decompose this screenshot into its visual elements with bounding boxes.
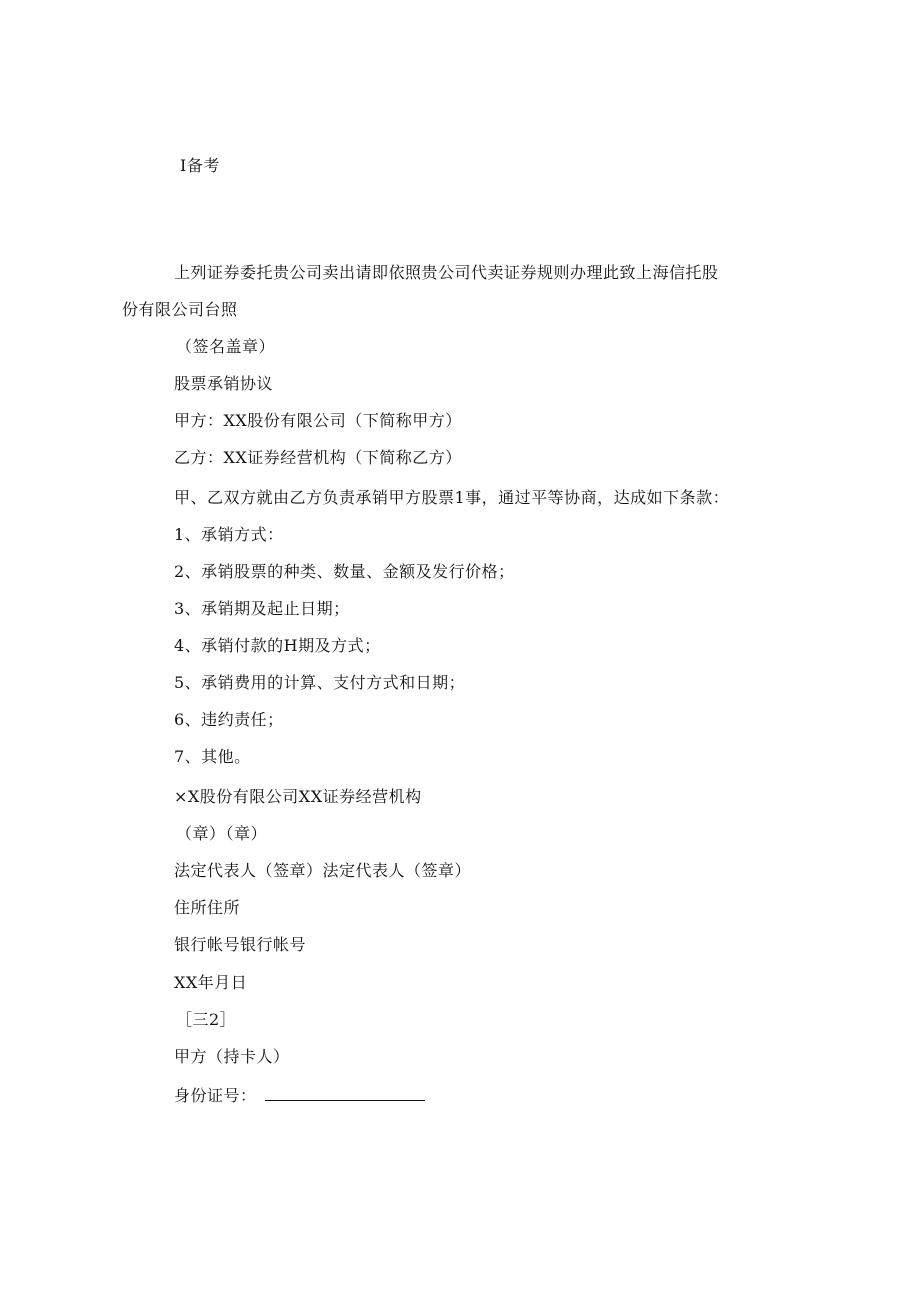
clause-3: 3、承销期及起止日期；: [174, 599, 350, 618]
id-number-blank: [265, 1084, 425, 1101]
cardholder-line: 甲方（持卡人）: [174, 1047, 290, 1066]
agreement-title: 股票承销协议: [174, 374, 274, 393]
paragraph-line-2: 份有限公司台照: [122, 300, 238, 319]
clause-6: 6、违约责任；: [174, 710, 284, 729]
paragraph-line-1: 上列证券委托贵公司卖出请即依照贵公司代卖证券规则办理此致上海信托股: [174, 263, 719, 282]
clause-7: 7、其他。: [174, 747, 251, 766]
party-b: 乙方：XX证券经营机构（下简称乙方）: [174, 448, 462, 467]
clause-2: 2、承销股票的种类、数量、金额及发行价格；: [174, 562, 515, 581]
heading: I备考: [180, 156, 220, 175]
id-number-label: 身份证号：: [174, 1086, 257, 1105]
party-a: 甲方：XX股份有限公司（下简称甲方）: [174, 411, 462, 430]
parties-line: ×X股份有限公司XX证券经营机构: [174, 787, 422, 806]
clause-1: 1、承销方式：: [174, 525, 284, 544]
id-number-row: [174, 1084, 425, 1106]
signature-note: （签名盖章）: [176, 337, 276, 356]
clause-5: 5、承销费用的计算、支付方式和日期；: [174, 673, 466, 692]
legal-representatives: 法定代表人（签章）法定代表人（签章）: [174, 861, 472, 880]
intro-paragraph: 甲、乙双方就由乙方负责承销甲方股票1事，通过平等协商，达成如下条款：: [174, 488, 730, 507]
section-marker: ［三2］: [176, 1010, 237, 1029]
bank-accounts-line: 银行帐号银行帐号: [174, 935, 307, 954]
seals-line: （章）（章）: [176, 824, 268, 843]
date-line: XX年月日: [174, 973, 248, 992]
clause-4: 4、承销付款的H期及方式；: [174, 636, 381, 655]
addresses-line: 住所住所: [174, 898, 241, 917]
